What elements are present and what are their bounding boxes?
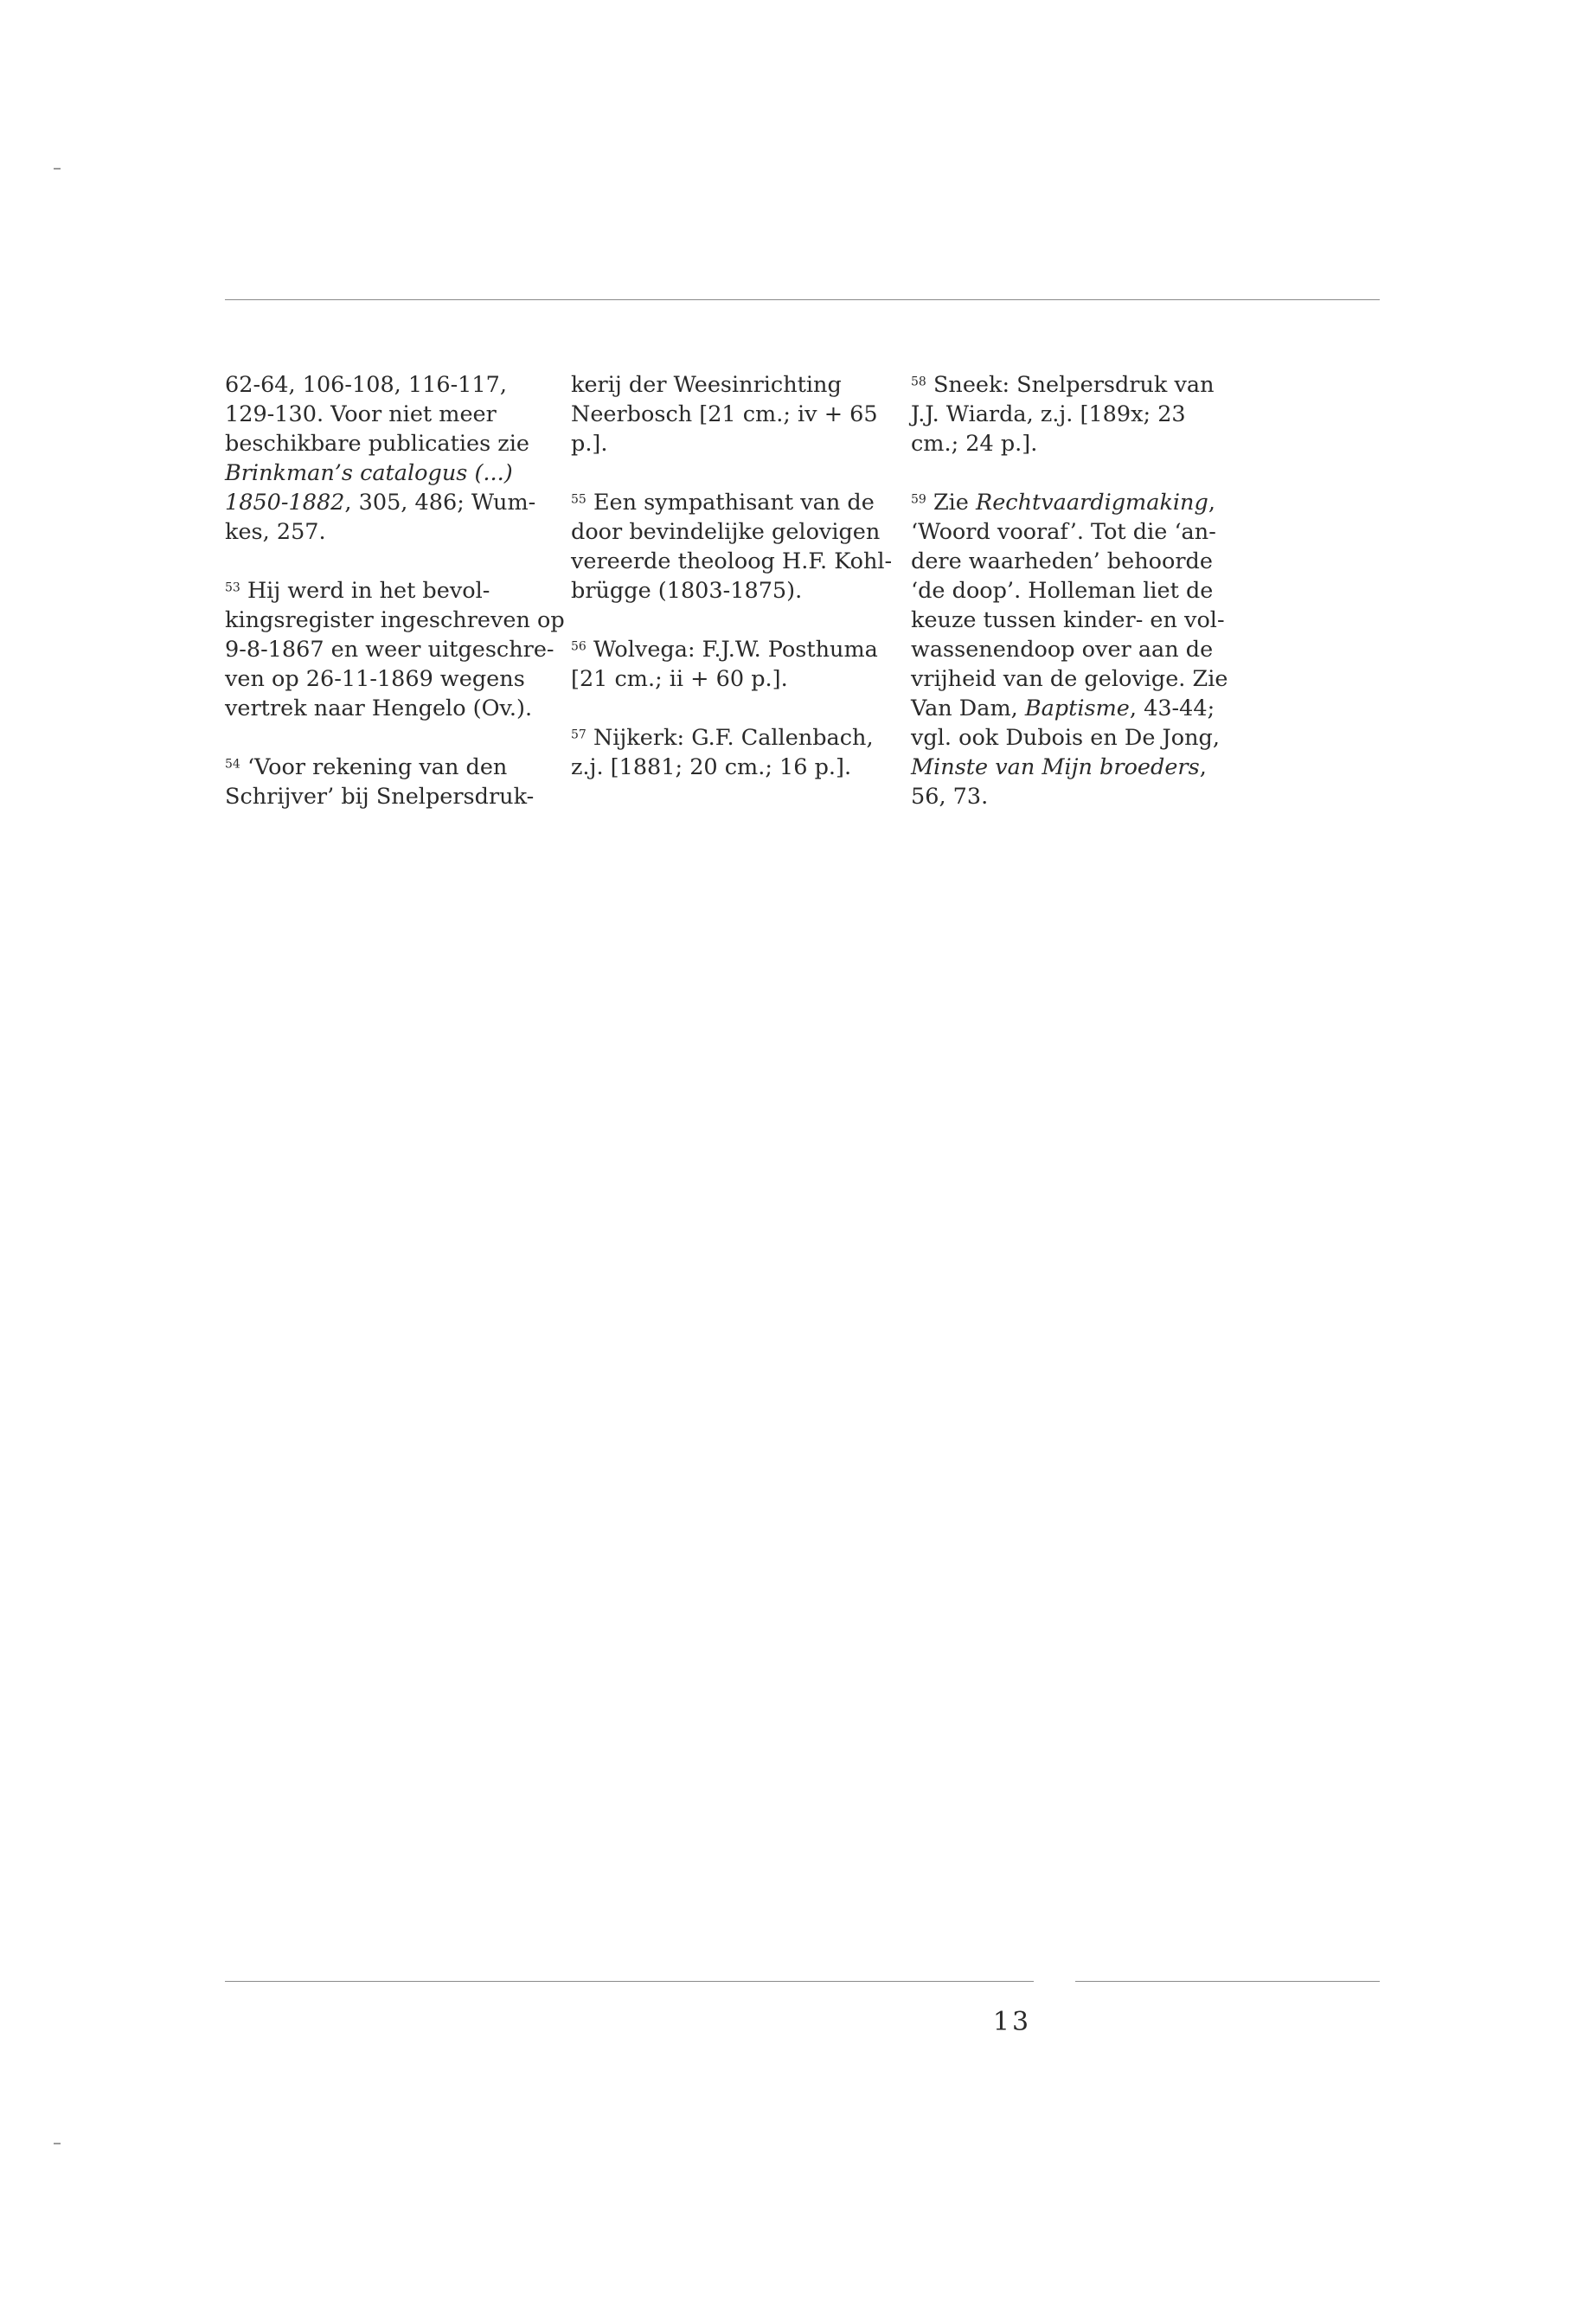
footnote-number: 55: [571, 492, 586, 507]
footnote-58: $^{58}$ Sneek: Snelpersdruk van J.J. Wiarda, z.j. [189x; 23 cm.; 24 p.].: [911, 372, 1215, 457]
footnote-53: $^{53}$ Hij werd in het bevol- kingsregister ingeschreven op 9-8-1867 en weer uitgeschre- ven op 26-11-1869 wegens vertrek naar Hengelo (Ov.).: [225, 578, 565, 721]
footnote-column-3: [911, 370, 1240, 841]
book-title: Minste van Mijn broeders: [911, 754, 1200, 780]
header-rule: [225, 299, 1380, 300]
footnote-56: $^{56}$ Wolvega: F.J.W. Posthuma [21 cm.; ii + 60 p.].: [571, 637, 878, 692]
footnote-continuation: kerij der Weesinrichting Neerbosch [21 cm.; iv + 65 p.].: [571, 372, 878, 457]
book-title-years: 1850-1882: [225, 490, 345, 516]
book-title: Brinkman’s catalogus (...): [225, 460, 513, 486]
footnote-57: $^{57}$ Nijkerk: G.F. Callenbach, z.j. [1881; 20 cm.; 16 p.].: [571, 725, 874, 780]
book-title: Baptisme: [1024, 695, 1130, 721]
footnote-number: 58: [911, 375, 926, 389]
footnote-number: 59: [911, 492, 926, 507]
crop-mark-bottom-left: [54, 2143, 61, 2144]
footnote-column-2: [571, 370, 900, 811]
footnote-number: 54: [225, 757, 240, 772]
footer-rule-left: [225, 1981, 1034, 1982]
footnote-59: $^{59}$ Zie Rechtvaardigmaking, ‘Woord vooraf’. Tot die ‘an- dere waarheden’ behoorde ‘de doop’. Holleman liet de keuze tussen kinder- en vol- wassenendoop over aan de vrijheid van de gelovige. Zie Van Dam, Baptisme, 43-44; vgl. ook Dubois en De Jong, Minste van Mijn broeders, 56, 73.: [911, 490, 1228, 810]
footer-rule-right: [1075, 1981, 1380, 1982]
book-title: Rechtvaardigmaking: [976, 490, 1208, 516]
footnote-column-1: [225, 370, 565, 841]
crop-mark-top-left: [54, 168, 61, 170]
footnote-number: 53: [225, 580, 240, 595]
footnote-number: 57: [571, 727, 586, 742]
footnote-number: 56: [571, 639, 586, 654]
footnote-54: $^{54}$ ‘Voor rekening van den Schrijver’ bij Snelpersdruk-: [225, 754, 535, 810]
footnote-55: $^{55}$ Een sympathisant van de door bevindelijke gelovigen vereerde theoloog H.F. Kohl- brügge (1803-1875).: [571, 490, 893, 604]
page-number: 13: [992, 2007, 1032, 2037]
footnote-continuation: 62-64, 106-108, 116-117, 129-130. Voor niet meer beschikbare publicaties zie Brinkman’s catalogus (...) 1850-1882, 305, 486; Wum- kes, 257.: [225, 370, 554, 547]
